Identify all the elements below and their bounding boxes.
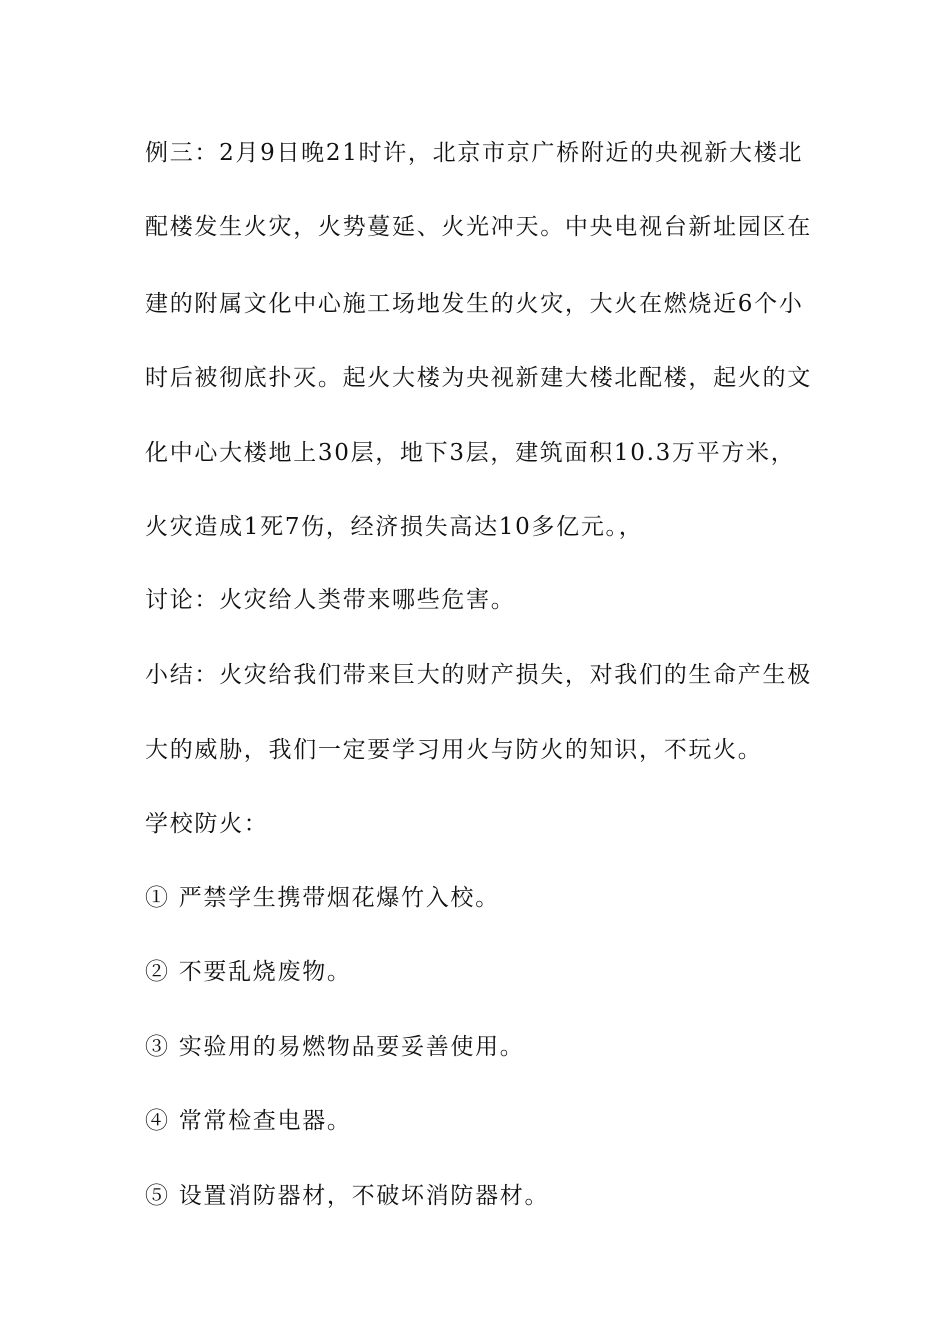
example-line: 时后被彻底扑灭。起火大楼为央视新建大楼北配楼，起火的文 [145, 365, 812, 391]
school-fire-item: ④ 常常检查电器。 [145, 1108, 352, 1134]
summary-line: 小结：火灾给我们带来巨大的财产损失，对我们的生命产生极 [145, 662, 812, 688]
example-line: 例三：2月9日晚21时许，北京市京广桥附近的央视新大楼北 [145, 140, 804, 166]
example-line: 建的附属文化中心施工场地发生的火灾，大火在燃烧近6个小 [145, 291, 804, 317]
school-fire-item: ⑤ 设置消防器材，不破坏消防器材。 [145, 1183, 550, 1209]
example-line: 配楼发生火灾，火势蔓延、火光冲天。中央电视台新址园区在 [145, 214, 812, 240]
summary-line: 大的威胁，我们一定要学习用火与防火的知识，不玩火。 [145, 737, 763, 763]
example-line: 化中心大楼地上30层，地下3层，建筑面积10.3万平方米， [145, 440, 796, 466]
school-fire-item: ③ 实验用的易燃物品要妥善使用。 [145, 1034, 525, 1060]
school-fire-item: ② 不要乱烧废物。 [145, 959, 352, 985]
school-fire-heading: 学校防火： [145, 811, 269, 837]
school-fire-item: ① 严禁学生携带烟花爆竹入校。 [145, 885, 500, 911]
discussion-line: 讨论：火灾给人类带来哪些危害。 [145, 587, 516, 613]
example-line: 火灾造成1死7伤，经济损失高达10多亿元。， [145, 514, 644, 540]
